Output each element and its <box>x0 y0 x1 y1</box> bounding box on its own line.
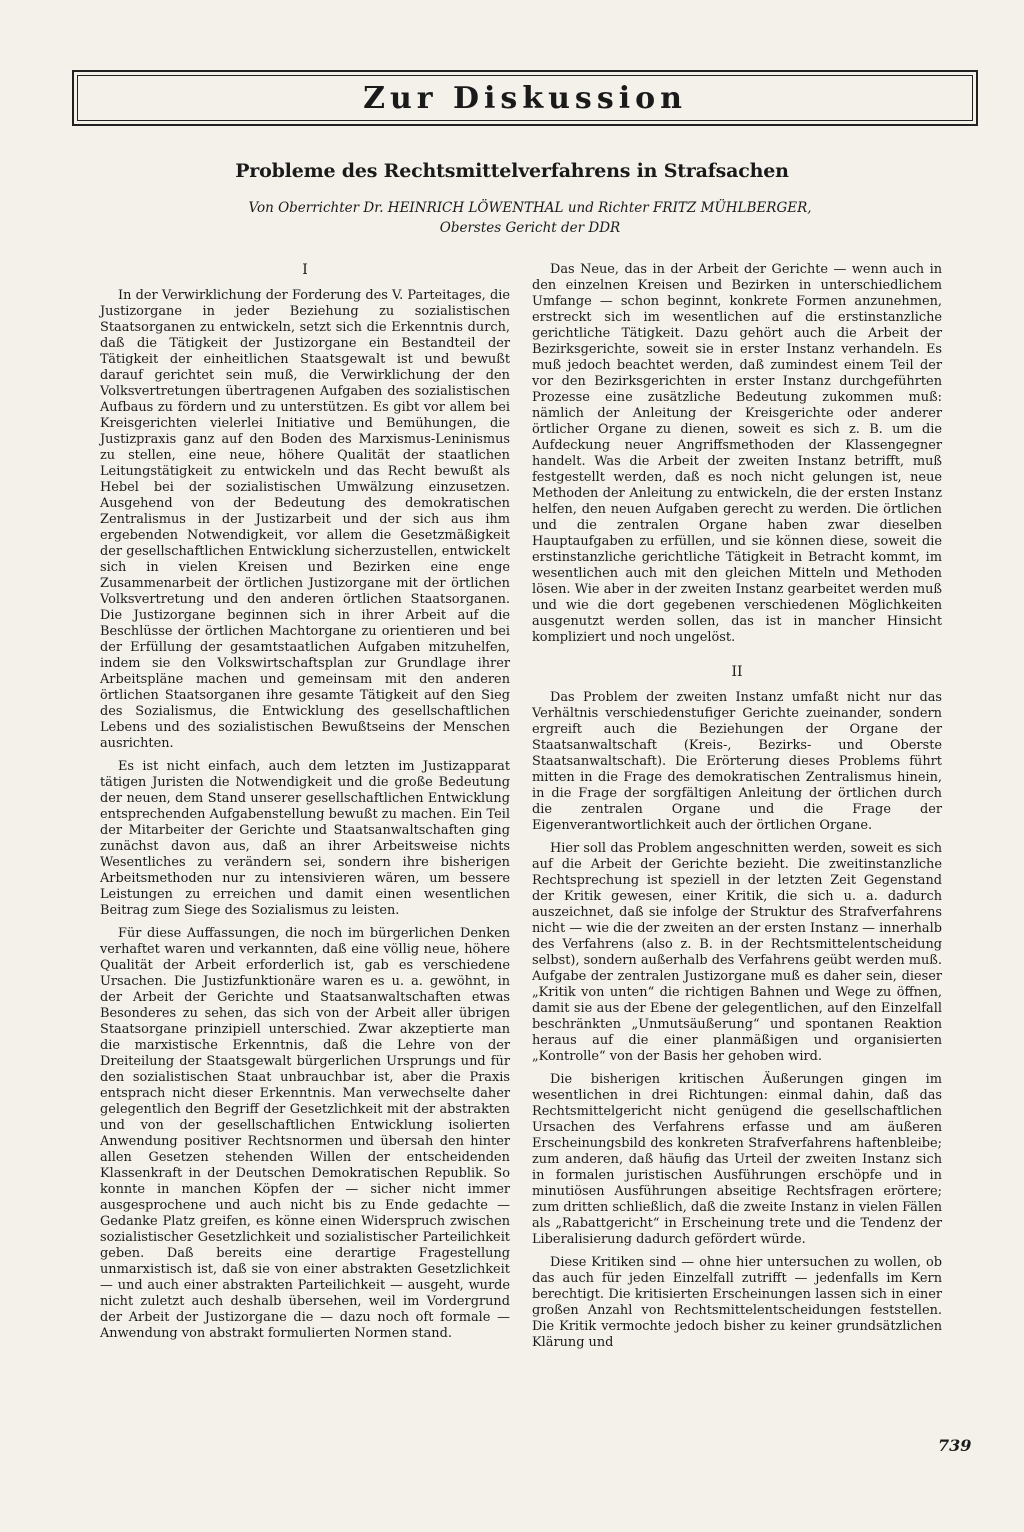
page-number: 739 <box>938 1436 972 1455</box>
section-heading-ii: II <box>731 664 743 680</box>
byline-institution: Oberstes Gericht der DDR <box>439 220 621 236</box>
article-byline <box>0 198 1024 238</box>
left-text-column <box>100 262 510 1349</box>
paragraph: Für diese Auffassungen, die noch im bürgerlichen Denken verhaftet waren und verkannten, daß eine völlig neue, höhere Qualität der Arbeit erforderlich ist, gab es verschiedene Ursachen. Die Justizfunktionäre waren es u. a. gewöhnt, in der Arbeit der Gerichte und Staatsanwaltschaften etwas Besonderes zu sehen, das sich von der Arbeit aller übrigen Staatsorgane prinzipiell unterschied. Zwar akzeptierte man die marxistische Erkenntnis, daß die Lehre von der Dreiteilung der Staatsgewalt bürgerlichen Ursprungs und für den sozialistischen Staat unbrauchbar ist, aber die Praxis entsprach nicht dieser Erkenntnis. Man verwechselte daher gelegentlich den Begriff der Gesetzlichkeit mit der abstrakten und von der gesellschaftlichen Entwicklung isolierten Anwendung positiver Rechtsnormen und übersah den hinter allen Gesetzen stehenden Willen der entscheidenden Klassenkraft in der Deutschen Demokratischen Republik. So konnte in manchen Köpfen der — sicher nicht immer ausgesprochene und auch nicht bis zu Ende gedachte — Gedanke Platz greifen, es könne einen Widerspruch zwischen sozialistischer Gesetzlichkeit und sozialistischer Parteilichkeit geben. Daß bereits eine derartige Fragestellung unmarxistisch ist, daß sie von einer abstrakten Gesetzlichkeit — und auch einer abstrakten Parteilichkeit — ausgeht, wurde nicht zuletzt auch deshalb übersehen, weil im Vordergrund der Arbeit der Justizorgane die — dazu noch oft formale — Anwendung von abstrakt formulierten Normen stand. <box>100 926 510 1341</box>
section-banner-inner-frame <box>77 75 973 121</box>
paragraph: Das Problem der zweiten Instanz umfaßt nicht nur das Verhältnis verschiedenstufiger Gerichte zueinander, sondern ergreift auch die Beziehungen der Organe der Staatsanwaltschaft (Kreis-, Bezirks- und Oberste Staatsanwaltschaft). Die Erörterung dieses Problems führt mitten in die Frage des demokratischen Zentralismus hinein, in die Frage der sorgfältigen Anleitung der örtlichen durch die zentralen Organe und die Frage der Eigenverantwortlichkeit auch der örtlichen Organe. <box>532 690 942 833</box>
article-title: Probleme des Rechtsmittelverfahrens in Strafsachen <box>235 160 789 182</box>
section-heading-i: I <box>302 262 308 278</box>
paragraph: Die bisherigen kritischen Äußerungen gingen im wesentlichen in drei Richtungen: einmal dahin, daß das Rechtsmittelgericht nicht genügend die gesellschaftlichen Ursachen des Verfahrens erfasse und am äußeren Erscheinungsbild des konkreten Strafverfahrens haftenbleibe; zum anderen, daß häufig das Urteil der zweiten Instanz sich in formalen juristischen Ausführungen erschöpfe und in minutiösen Ausführungen abseitige Rechtsfragen erörtere; zum dritten schließlich, daß die zweite Instanz in vielen Fällen als „Rabattgericht“ in Erscheinung trete und die Tendenz der Liberalisierung dadurch gefördert würde. <box>532 1072 942 1247</box>
section-banner <box>72 70 978 126</box>
byline-authors: Von Oberrichter Dr. HEINRICH LÖWENTHAL und Richter FRITZ MÜHLBERGER, <box>248 200 812 216</box>
right-text-column <box>532 262 942 1358</box>
paragraph: Es ist nicht einfach, auch dem letzten im Justizapparat tätigen Juristen die Notwendigkeit und die große Bedeutung der neuen, dem Stand unserer gesellschaftlichen Entwicklung entsprechenden Aufgabenstellung bewußt zu machen. Ein Teil der Mitarbeiter der Gerichte und Staatsanwaltschaften ging zunächst davon aus, daß an ihrer Arbeitsweise nichts Wesentliches zu verändern sei, sondern ihre bisherigen Arbeitsmethoden nur zu intensivieren wären, um bessere Leistungen zu erreichen und damit einen wesentlichen Beitrag zum Siege des Sozialismus zu leisten. <box>100 759 510 918</box>
paragraph: In der Verwirklichung der Forderung des V. Parteitages, die Justizorgane in jeder Beziehung zu sozialistischen Staatsorganen zu entwickeln, setzt sich die Erkenntnis durch, daß die Tätigkeit der Justizorgane ein Bestandteil der Tätigkeit der einheitlichen Staatsgewalt ist und bewußt darauf gerichtet sein muß, die Verwirklichung der den Volksvertretungen übertragenen Aufgaben des sozialistischen Aufbaus zu fördern und zu unterstützen. Es gibt vor allem bei Kreisgerichten vielerlei Initiative und Bemühungen, die Justizpraxis ganz auf den Boden des Marxismus-Leninismus zu stellen, eine neue, höhere Qualität der staatlichen Leitungstätigkeit zu entwickeln und das Recht bewußt als Hebel bei der sozialistischen Umwälzung einzusetzen. Ausgehend von der Bedeutung des demokratischen Zentralismus in der Justizarbeit und der sich aus ihm ergebenden Notwendigkeit, vor allem die Gesetzmäßigkeit der gesellschaftlichen Entwicklung sicherzustellen, entwickelt sich in vielen Kreisen und Bezirken eine enge Zusammenarbeit der örtlichen Justizorgane mit der örtlichen Volksvertretung und den anderen örtlichen Staatsorganen. Die Justizorgane beginnen sich in ihrer Arbeit auf die Beschlüsse der örtlichen Machtorgane zu orientieren und bei der Erfüllung der gesamtstaatlichen Aufgaben mitzuhelfen, indem sie den Volkswirtschaftsplan zur Grundlage ihrer Arbeitspläne machen und gemeinsam mit den anderen örtlichen Staatsorganen ihre gesamte Tätigkeit auf den Sieg des Sozialismus, die Entwicklung des gesellschaftlichen Lebens und des sozialistischen Bewußtseins der Menschen ausrichten. <box>100 288 510 751</box>
paragraph: Diese Kritiken sind — ohne hier untersuchen zu wollen, ob das auch für jeden Einzelfall zutrifft — jedenfalls im Kern berechtigt. Die kritisierten Erscheinungen lassen sich in einer großen Anzahl von Rechtsmittelentscheidungen feststellen. Die Kritik vermochte jedoch bisher zu keiner grundsätzlichen Klärung und <box>532 1255 942 1350</box>
paragraph: Hier soll das Problem angeschnitten werden, soweit es sich auf die Arbeit der Gerichte bezieht. Die zweitinstanzliche Rechtsprechung ist speziell in der letzten Zeit Gegenstand der Kritik gewesen, einer Kritik, die sich u. a. dadurch auszeichnet, daß sie infolge der Struktur des Strafverfahrens nicht — wie die der zweiten an der ersten Instanz — innerhalb des Verfahrens (also z. B. in der Rechtsmittelentscheidung selbst), sondern außerhalb des Verfahrens geübt werden muß. Aufgabe der zentralen Justizorgane muß es daher sein, dieser „Kritik von unten“ die richtigen Bahnen und Wege zu öffnen, damit sie aus der Ebene der gelegentlichen, auf den Einzelfall beschränkten „Unmutsäußerung“ und spontanen Reaktion heraus auf die einer planmäßigen und organisierten „Kontrolle“ von der Basis her gehoben wird. <box>532 841 942 1064</box>
paragraph: Das Neue, das in der Arbeit der Gerichte — wenn auch in den einzelnen Kreisen und Bezirken in unterschiedlichem Umfange — schon beginnt, konkrete Formen anzunehmen, erstreckt sich im wesentlichen auf die erstinstanzliche gerichtliche Tätigkeit. Dazu gehört auch die Arbeit der Bezirksgerichte, soweit sie in erster Instanz verhandeln. Es muß jedoch beachtet werden, daß zumindest einem Teil der vor den Bezirksgerichten in erster Instanz durchgeführten Prozesse eine zusätzliche Bedeutung zukommen muß: nämlich der Anleitung der Kreisgerichte oder anderer örtlicher Organe zu dienen, soweit es sich z. B. um die Aufdeckung neuer Angriffsmethoden der Klassengegner handelt. Was die Arbeit der zweiten Instanz betrifft, muß festgestellt werden, daß es noch nicht gelungen ist, neue Methoden der Anleitung zu entwickeln, die der ersten Instanz helfen, den neuen Aufgaben gerecht zu werden. Die örtlichen und die zentralen Organe haben zwar dieselben Hauptaufgaben zu erfüllen, und sie können diese, soweit die erstinstanzliche gerichtliche Tätigkeit in Betracht kommt, im wesentlichen auch mit den gleichen Mitteln und Methoden lösen. Wie aber in der zweiten Instanz gearbeitet werden muß und wie die dort gegebenen verschiedenen Möglichkeiten ausgenutzt werden sollen, das ist in mancher Hinsicht kompliziert und noch ungelöst. <box>532 262 942 645</box>
section-banner-title: Zur Diskussion <box>363 80 687 116</box>
